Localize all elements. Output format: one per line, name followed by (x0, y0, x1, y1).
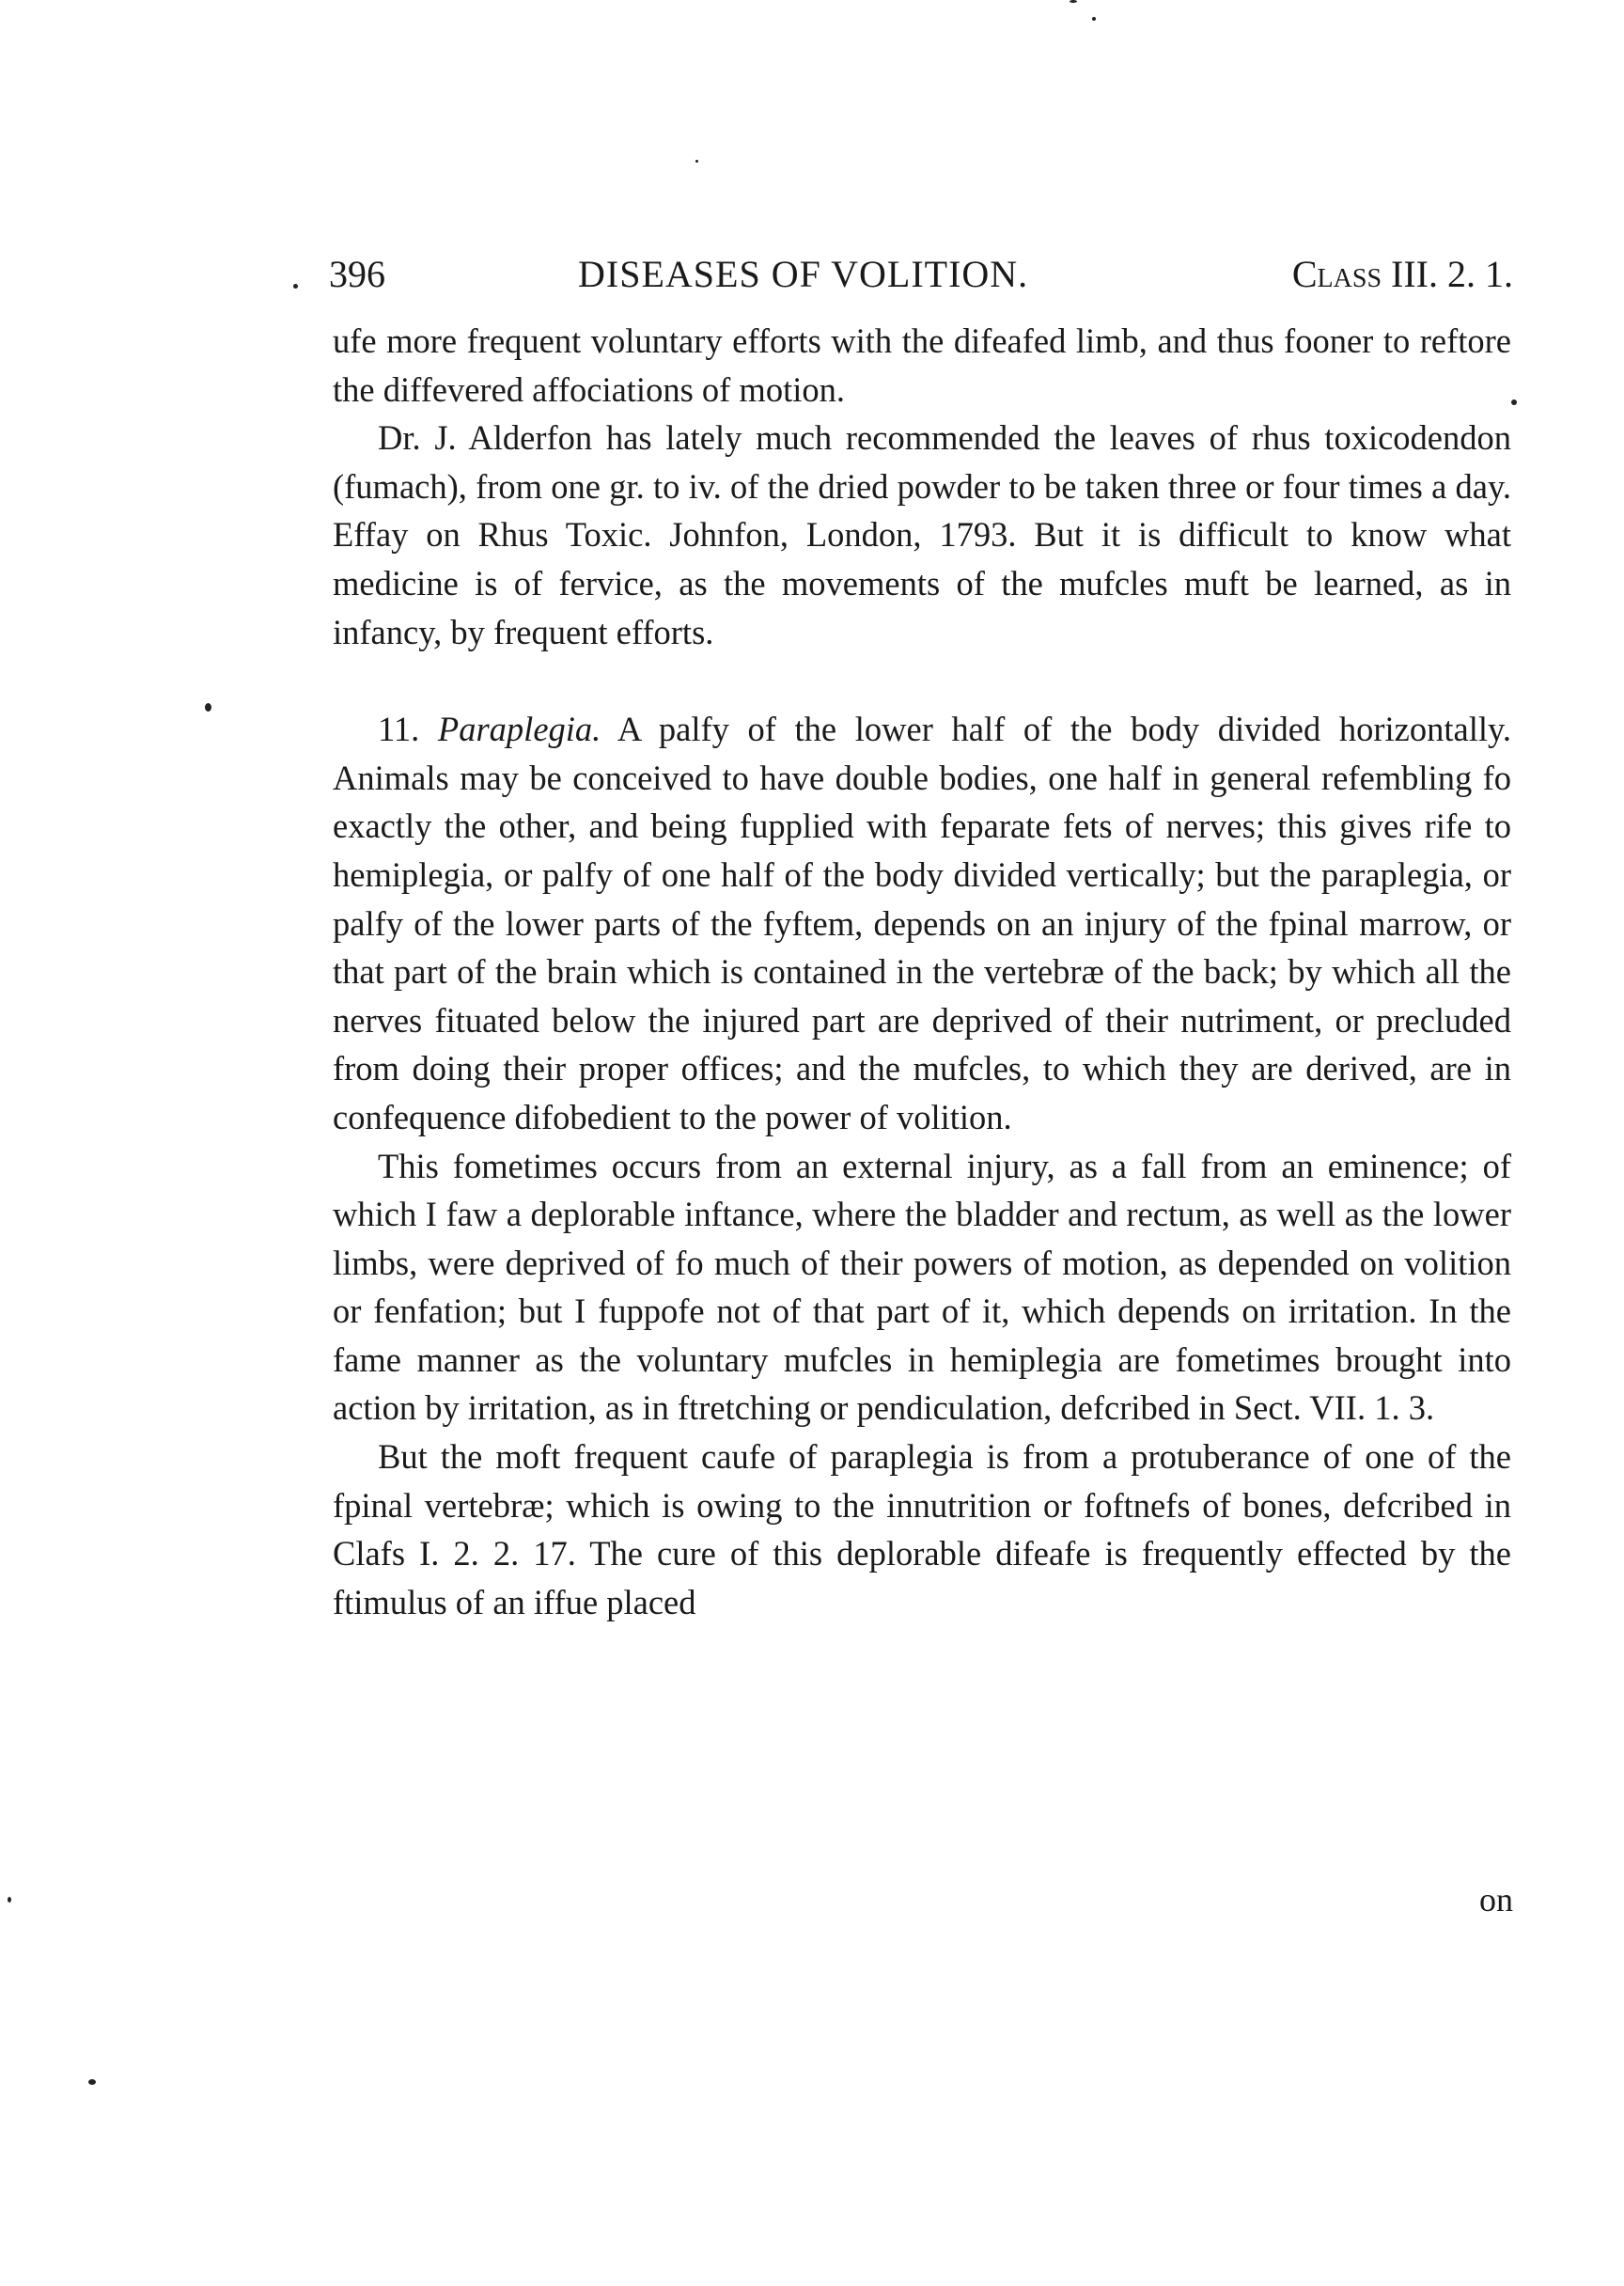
scan-speck (695, 160, 698, 163)
paragraph-frequent-cause: But the moft frequent caufe of paraplegia is from a protuberance of one of the fpinal vertebræ; which is owing to the innutrition or foftnefs of bones, defcribed in Clafs I. 2. 2. 17. The cure of this deplorable difeafe is frequently effected by the ftimulus of an iffue placed (333, 1437, 1511, 1621)
section-gap (333, 656, 1511, 705)
class-prefix: Class (1291, 253, 1382, 295)
catchword: on (1479, 1881, 1513, 1918)
class-reference (1292, 246, 1513, 303)
class-number: III. 2. 1. (1391, 253, 1513, 295)
scan-speck (293, 284, 298, 289)
scan-speck (1092, 17, 1096, 21)
scan-speck (8, 1897, 11, 1902)
page-number: 396 (329, 253, 385, 295)
scan-speck (1070, 0, 1077, 3)
paragraph-alderson: Dr. J. Alderfon has lately much recommended the leaves of rhus toxicodendon (fumach), from one gr. to iv. of the dried powder to be taken three or four times a day. Effay on Rhus Toxic. Johnfon, London, 1793. But it is difficult to know what medicine is of fervice, as the movements of the mufcles muft be learned, as in infancy, by frequent efforts. (333, 418, 1511, 651)
scan-speck (88, 2079, 96, 2085)
scan-speck (1511, 399, 1517, 405)
section-title: Paraplegia. (437, 710, 601, 749)
paragraph-continuation: ufe more frequent voluntary efforts with the difeafed limb, and thus fooner to reftore the diffevered affociations of motion. (333, 321, 1511, 409)
section-text: A palfy of the lower half of the body divided horizontally. Animals may be conceived to have double bodies, one half in general refembling fo exactly the other, and being fupplied with feparate fets of nerves; this gives rife to hemiplegia, or palfy of one half of the body divided vertically; but the paraplegia, or palfy of the lower parts of the fyftem, depends on an injury of the fpinal marrow, or that part of the brain which is contained in the vertebræ of the back; by which all the nerves fituated below the injured part are deprived of their nutriment, or precluded from doing their proper offices; and the mufcles, to which they are derived, are in confequence difobedient to the power of volition. (333, 710, 1511, 1136)
paragraph-paraplegia (333, 705, 1511, 1141)
running-head (329, 246, 1513, 303)
section-number: 11. (378, 710, 420, 749)
scan-speck (205, 703, 211, 712)
body-text (333, 317, 1511, 1626)
running-title: DISEASES OF VOLITION. (578, 253, 1029, 295)
paragraph-external-injury: This fometimes occurs from an external injury, as a fall from an eminence; of which I faw a deplorable inftance, where the bladder and rectum, as well as the lower limbs, were deprived of fo much of their powers of motion, as depended on volition or fenfation; but I fuppofe not of that part of it, which depends on irritation. In the fame manner as the voluntary mufcles in hemiplegia are fometimes brought into action by irritation, as in ftretching or pendiculation, defcribed in Sect. VII. 1. 3. (333, 1146, 1511, 1428)
